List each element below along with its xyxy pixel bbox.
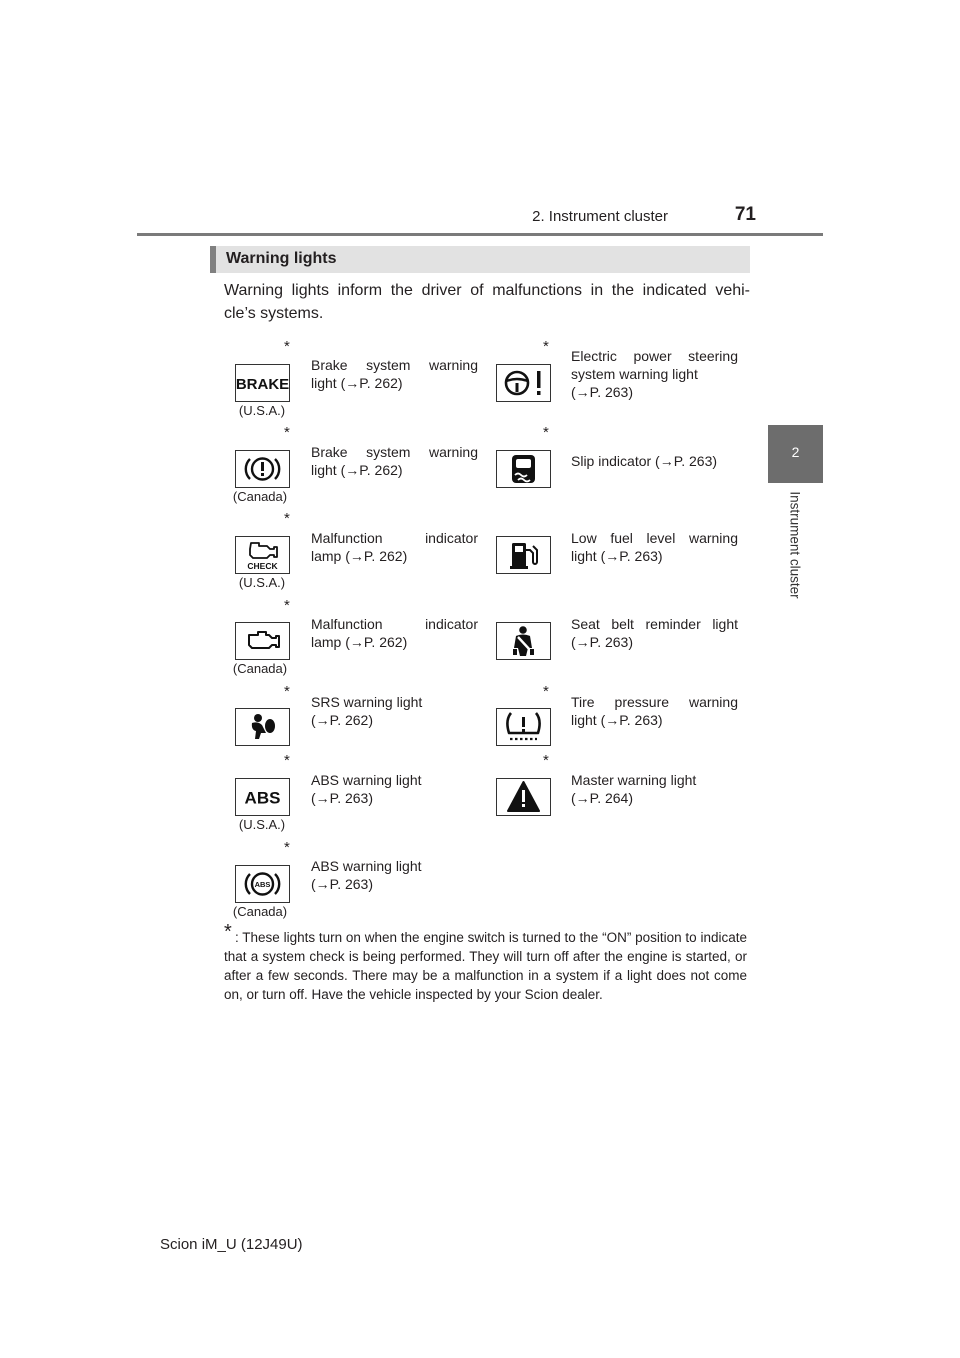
brake-text-icon [235,364,290,402]
light-description: Tire pressure warning light (→P. 263) [571,694,738,728]
svg-text:CHECK: CHECK [247,561,278,571]
fuel-pump-icon [496,536,551,574]
asterisk-mark: * [284,510,290,527]
asterisk-mark: * [543,424,549,441]
region-label: (U.S.A.) [238,403,286,418]
light-description: SRS warning light (→P. 262) [311,694,423,728]
intro-line-1: Warning lights inform the driver of malfunctions in the indicated vehi- [224,282,750,299]
srs-airbag-icon [235,708,290,746]
slip-indicator-icon [496,450,551,488]
header-rule [137,233,823,236]
chapter-number-tab[interactable]: 2 [768,425,823,483]
region-label: (U.S.A.) [238,817,286,832]
asterisk-mark: * [284,683,290,700]
asterisk-mark: * [284,597,290,614]
region-label: (Canada) [232,489,288,504]
svg-text:ABS: ABS [254,880,271,889]
abs-circle-icon [235,865,290,903]
tire-pressure-icon [496,708,551,746]
intro-line-2: cle’s systems. [224,305,324,322]
region-label: (U.S.A.) [238,575,286,590]
light-description: Slip indicator (→P. 263) [571,453,718,469]
svg-text:BRAKE: BRAKE [236,376,289,393]
abs-text-icon [235,778,290,816]
chapter-title-tab [768,483,823,608]
footnote [224,921,747,1004]
footer-model-code: Scion iM_U (12J49U) [160,1236,303,1253]
page-number: 71 [734,204,756,225]
asterisk-mark: * [543,752,549,769]
light-description: Brake system warning light (→P. 262) [311,357,478,391]
asterisk-mark: * [284,839,290,856]
engine-check-icon [235,536,290,574]
light-description: Brake system warning light (→P. 262) [311,444,478,478]
section-heading: Warning lights [226,250,337,267]
footnote-text: : These lights turn on when the engine switch is turned to the “ON” position to indicate that a system check is being performed. They will turn off after the engine is started, or after a few seconds. There may be a malfunction in a system if a light does not come on, or turn off. Have the vehicle inspected by your Scion dealer. [224,930,747,1002]
section-heading-bar [210,246,750,273]
light-description: ABS warning light (→P. 263) [311,858,422,892]
asterisk-mark: * [284,752,290,769]
brake-circle-icon [235,450,290,488]
master-warning-icon [496,778,551,816]
seat-belt-icon [496,622,551,660]
light-description: Electric power steering system warning light (→P. 263) [571,348,738,400]
asterisk-mark: * [543,338,549,355]
region-label: (Canada) [232,904,288,919]
running-header-section: 2. Instrument cluster [532,208,668,225]
svg-text:ABS: ABS [244,788,281,808]
light-description: Seat belt reminder light (→P. 263) [571,616,738,650]
engine-icon [235,622,290,660]
intro-paragraph [224,279,750,325]
asterisk-mark: * [543,683,549,700]
asterisk-mark: * [284,424,290,441]
light-description: Malfunction indicator lamp (→P. 262) [311,530,478,564]
light-description: Low fuel level warning light (→P. 263) [571,530,738,564]
footnote-asterisk: * [224,921,232,943]
light-description: Malfunction indicator lamp (→P. 262) [311,616,478,650]
power-steering-icon [496,364,551,402]
chapter-title-label: Instrument cluster [787,491,803,599]
light-description: Master warning light (→P. 264) [571,772,697,806]
region-label: (Canada) [232,661,288,676]
light-description: ABS warning light (→P. 263) [311,772,422,806]
asterisk-mark: * [284,338,290,355]
